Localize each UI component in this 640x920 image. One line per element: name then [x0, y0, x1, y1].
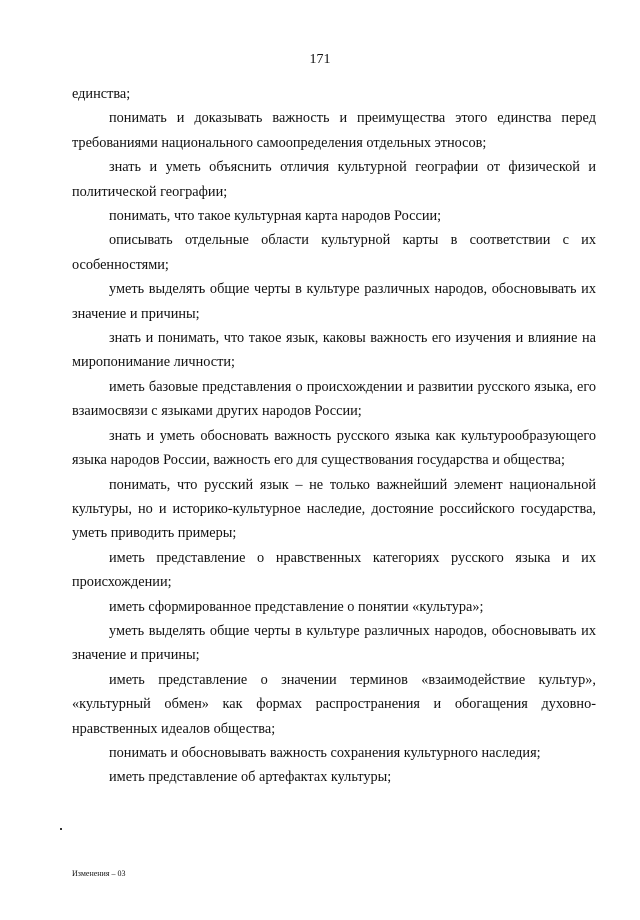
paragraph: иметь представление о нравственных категориях русского языка и их происхождении;	[72, 549, 596, 591]
paragraph: уметь выделять общие черты в культуре различных народов, обосновывать их значение и причины;	[72, 281, 596, 322]
paragraph: уметь выделять общие черты в культуре различных народов, обосновывать их значение и причины;	[72, 622, 596, 664]
body-text	[72, 82, 596, 790]
paragraph: описывать отдельные области культурной карты в соответствии с их особенностями;	[72, 232, 596, 273]
paragraph: знать и уметь объяснить отличия культурной географии от физической и политической географии;	[72, 159, 596, 200]
paragraph: иметь базовые представления о происхождении и развитии русского языка, его взаимосвязи с языками других народов России;	[72, 378, 596, 420]
paragraph: понимать и доказывать важность и преимущества этого единства перед требованиями национального самоопределения отдельных этносов;	[72, 110, 596, 151]
paragraph: иметь сформированное представление о понятии «культура»;	[109, 598, 484, 615]
paragraph: понимать и обосновывать важность сохранения культурного наследия;	[109, 744, 541, 761]
footer-revision-note: Изменения – 03	[72, 869, 126, 878]
paragraph: иметь представление о значении терминов «взаимодействие культур», «культурный обмен» как формах распространения и обогащения духовно-нравственных идеалов общества;	[72, 671, 596, 737]
page-number: 171	[309, 52, 331, 67]
paragraph: знать и понимать, что такое язык, каковы важность его изучения и влияние на миропонимание личности;	[72, 330, 596, 371]
paragraph: знать и уметь обосновать важность русского языка как культурообразующего языка народов России, важность его для существования государства и общества;	[72, 427, 596, 469]
scan-speck	[60, 828, 62, 830]
paragraph: понимать, что русский язык – не только важнейший элемент национальной культуры, но и историко-культурное наследие, достояние российского государства, уметь приводить примеры;	[72, 476, 596, 542]
paragraph: понимать, что такое культурная карта народов России;	[109, 208, 442, 225]
paragraph: единства;	[72, 86, 131, 102]
paragraph: иметь представление об артефактах культуры;	[109, 769, 392, 786]
